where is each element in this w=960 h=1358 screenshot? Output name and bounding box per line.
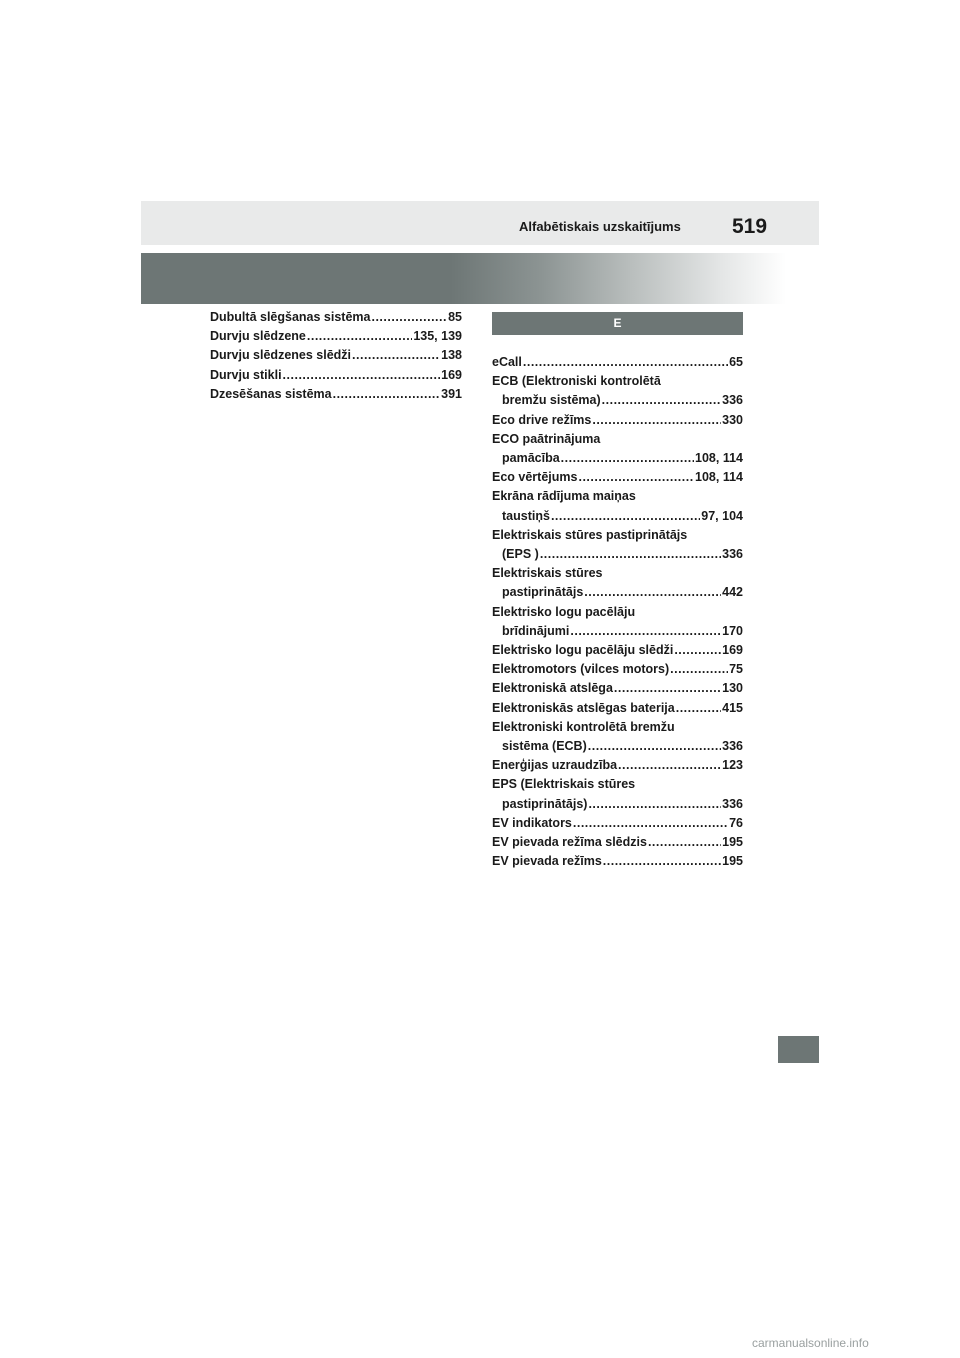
index-term-continued: bremžu sistēma) [502,393,601,408]
leader-dots [573,814,728,833]
leader-dots [578,468,694,487]
leader-dots [592,411,721,430]
index-term: EV indikators [492,815,572,830]
index-entry [210,385,462,404]
index-entry [492,679,743,698]
leader-dots [676,699,721,718]
index-entry [492,852,743,871]
leader-dots [670,660,728,679]
index-term: Durvju slēdzenes slēdži [210,348,352,363]
index-page-ref: 135, 139 [413,329,462,344]
index-term: Elektroniskās atslēgas baterija [492,700,675,715]
index-term: Durvju stikli [210,367,282,382]
index-term: Dzesēšanas sistēma [210,386,332,401]
index-page-ref: 138 [441,348,462,363]
index-term: Ekrāna rādījuma maiņas [492,489,636,504]
index-page-ref: 391 [441,386,462,401]
index-entry [492,468,743,487]
index-term: Eco drive režīms [492,412,592,427]
index-entry [492,372,743,410]
index-entry [492,430,743,468]
index-page-ref: 330 [722,412,743,427]
index-entry [210,308,462,327]
decorative-gradient-band [141,253,786,304]
index-term-continued: brīdinājumi [502,623,570,638]
leader-dots [371,308,447,327]
leader-dots [602,391,721,410]
index-column-right [492,312,743,871]
index-term: Elektromotors (vilces motors) [492,662,670,677]
watermark: carmanualsonline.info [752,1336,869,1350]
index-term: Elektriskais stūres [492,566,603,581]
index-page-ref: 65 [729,355,743,369]
index-page-ref: 108, 114 [695,470,743,485]
index-term-continued: taustiņš [502,508,550,523]
index-entry [492,641,743,660]
index-term: Elektrisko logu pacēlāju [492,604,636,619]
header-title: Alfabētiskais uzskaitījums [519,219,681,234]
leader-dots [618,756,721,775]
index-entry [492,603,743,641]
index-entry [210,346,462,365]
index-term: Elektriskais stūres pastiprinātājs [492,527,688,542]
index-entry [210,327,462,346]
index-term-continued: pastiprinātājs) [502,796,588,811]
index-term: EPS (Elektriskais stūres [492,777,636,792]
section-heading-e: E [492,312,743,335]
index-term-continued: pastiprinātājs [502,585,584,600]
index-entry [492,411,743,430]
index-page-ref: 169 [441,367,462,382]
leader-dots [603,852,721,871]
index-term: EV pievada režīma slēdzis [492,835,647,850]
index-entry [492,564,743,602]
index-term: Dubultā slēgšanas sistēma [210,310,371,324]
index-entry [492,833,743,852]
leader-dots [561,449,694,468]
page-number: 519 [732,215,768,238]
leader-dots [283,366,441,385]
index-page-ref: 195 [722,854,743,869]
index-entry [492,718,743,756]
index-page-ref: 85 [448,310,462,324]
header-bar [141,201,819,245]
index-term: EV pievada režīms [492,854,602,869]
index-entry [492,487,743,525]
index-term-continued: (EPS ) [502,547,539,562]
index-entry [492,353,743,372]
leader-dots [523,353,728,372]
index-page-ref: 336 [722,796,743,811]
index-page-ref: 442 [722,585,743,600]
index-entry [492,756,743,775]
index-page-ref: 123 [722,758,743,773]
leader-dots [570,622,721,641]
leader-dots [614,679,721,698]
leader-dots [307,327,412,346]
leader-dots [588,795,721,814]
index-term: Elektroniskā atslēga [492,681,613,696]
index-term: Eco vērtējums [492,470,578,485]
index-term: Enerģijas uzraudzība [492,758,618,773]
leader-dots [674,641,721,660]
index-term: ECB (Elektroniski kontrolētā [492,374,661,389]
index-page-ref: 130 [722,681,743,696]
index-page-ref: 336 [722,547,743,562]
leader-dots [588,737,721,756]
chapter-tab-marker [778,1036,819,1063]
index-page-ref: 336 [722,739,743,754]
index-term: Durvju slēdzene [210,329,306,344]
leader-dots [584,583,721,602]
index-page-ref: 76 [729,815,743,830]
index-entry [492,814,743,833]
index-entry [210,366,462,385]
index-entry [492,775,743,813]
leader-dots [333,385,441,404]
index-term-continued: pamācība [502,451,560,466]
leader-dots [551,507,700,526]
index-term-continued: sistēma (ECB) [502,739,587,754]
index-term: Elektroniski kontrolētā bremžu [492,719,675,734]
index-page-ref: 169 [722,643,743,658]
index-page-ref: 97, 104 [701,508,743,523]
index-page-ref: 75 [729,662,743,677]
index-entry [492,660,743,679]
index-page-ref: 195 [722,835,743,850]
index-term: ECO paātrinājuma [492,431,601,446]
index-entry [492,699,743,718]
leader-dots [352,346,440,365]
index-page-ref: 336 [722,393,743,408]
index-entry [492,526,743,564]
index-page-ref: 108, 114 [695,451,743,466]
leader-dots [540,545,721,564]
index-page-ref: 415 [722,700,743,715]
index-page-ref: 170 [722,623,743,638]
index-term: Elektrisko logu pacēlāju slēdži [492,643,674,658]
index-term: eCall [492,355,522,369]
index-entries-e [492,353,743,871]
index-column-left [210,308,462,404]
leader-dots [648,833,721,852]
